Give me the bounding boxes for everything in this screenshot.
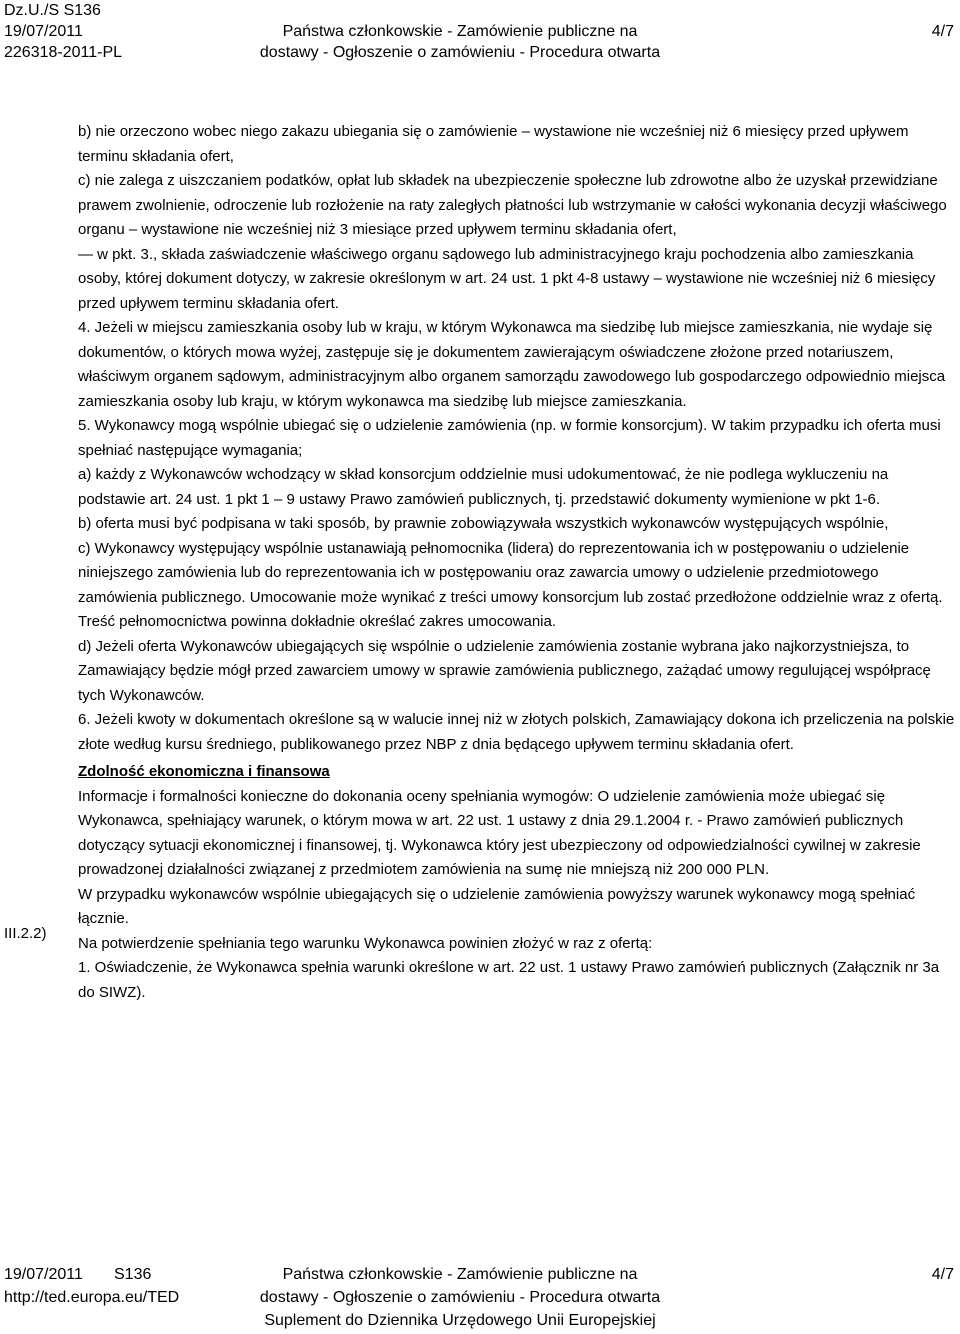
header-center: [180, 0, 740, 63]
paragraph: b) nie orzeczono wobec niego zakazu ubiegania się o zamówienie – wystawione nie wcześniej niż 6 miesięcy przed upływem terminu składania ofert,: [78, 123, 909, 165]
section-paragraph: Informacje i formalności konieczne do dokonania oceny spełniania wymogów: O udzielenie zamówienia może ubiegać się Wykonawca, spełniający warunek, o którym mowa w art. 22 ust. 1 ustawy z dnia 29.1.2004 r. - Prawo zamówień publicznych dotyczący sytuacji ekonomicznej i finansowej, tj. Wykonawca który jest ubezpieczony od odpowiedzialności cywilnej w zakresie prowadzonej działalności związanej z przedmiotem zamówienia na sumę nie mniejszą niż 200 000 PLN.: [78, 787, 921, 878]
footer-title-line2: dostawy - Ogłoszenie o zamówieniu - Procedura otwarta: [259, 1289, 661, 1306]
section-heading: Zdolność ekonomiczna i finansowa: [78, 763, 330, 780]
section-label: III.2.2): [4, 925, 47, 942]
footer-journal: S136: [114, 1266, 152, 1283]
header-title-line2: dostawy - Ogłoszenie o zamówieniu - Procedura otwarta: [259, 44, 661, 61]
page-footer: [0, 1263, 960, 1334]
paragraph: 5. Wykonawcy mogą wspólnie ubiegać się o udzielenie zamówienia (np. w formie konsorcjum). W takim przypadku ich oferta musi spełniać następujące wymagania;: [78, 417, 941, 459]
footer-center: [180, 1263, 740, 1332]
footer-url[interactable]: http://ted.europa.eu/TED: [4, 1289, 180, 1306]
paragraph: 4. Jeżeli w miejscu zamieszkania osoby lub w kraju, w którym Wykonawca ma siedzibę lub miejsce zamieszkania, nie wydaje się dokumentów, o których mowa wyżej, zastępuje się je dokumentem zawierającym oświadczene złożone przed notariuszem, właściwym organem sądowym, administracyjnym albo organem samorządu zawodowego lub gospodarczego odpowiednio miejsca zamieszkania osoby lub kraju, w którym wykonawca ma siedzibę lub miejsce zamieszkania.: [78, 319, 946, 410]
paragraph: b) oferta musi być podpisana w taki sposób, by prawnie zobowiązywała wszystkich wykonawców występujących wspólnie,: [78, 515, 889, 532]
header-title-line1: Państwa członkowskie - Zamówienie publiczne na: [282, 23, 638, 40]
section-paragraph: 1. Oświadczenie, że Wykonawca spełnia warunki określone w art. 22 ust. 1 ustawy Prawo zamówień publicznych (Załącznik nr 3a do SIWZ).: [78, 959, 940, 1001]
paragraph: c) Wykonawcy występujący wspólnie ustanawiają pełnomocnika (lidera) do reprezentowania ich w postępowaniu o udzielenie niniejszego zamówienia lub do reprezentowania ich w postępowaniu oraz zawarcia umowy o udzielenie przedmiotowego zamówienia publicznego. Umocowanie może wynikać z treści umowy konsorcjum lub zostać przedłożone oddzielnie wraz z ofertą.: [78, 539, 943, 606]
publication-date: 19/07/2011: [4, 23, 83, 40]
footer-page-number: 4/7: [931, 1266, 954, 1283]
section-paragraph: Na potwierdzenie spełniania tego warunku Wykonawca powinien złożyć w raz z ofertą:: [78, 934, 653, 952]
footer-title-line3: Suplement do Dziennika Urzędowego Unii Europejskiej: [264, 1312, 656, 1329]
paragraph: Treść pełnomocnictwa powinna dokładnie określać zakres umocowania.: [78, 613, 557, 630]
main-content: [78, 120, 958, 1005]
footer-date: 19/07/2011: [4, 1266, 83, 1283]
footer-title-line1: Państwa członkowskie - Zamówienie publiczne na: [282, 1266, 638, 1283]
page-header: [0, 0, 960, 70]
header-left: [4, 0, 122, 63]
section-paragraph: W przypadku wykonawców wspólnie ubiegających się o udzielenie zamówienia powyższy warunek wykonawcy mogą spełniać łącznie.: [78, 885, 916, 927]
paragraph: c) nie zalega z uiszczaniem podatków, opłat lub składek na ubezpieczenie społeczne lub zdrowotne albo że uzyskał przewidziane prawem zwolnienie, odroczenie lub rozłożenie na raty zaległych płatności lub wstrzymanie w całości wykonania decyzji właściwego organu – wystawione nie wcześniej niż 3 miesiące przed upływem terminu składania ofert,: [78, 172, 947, 238]
document-id: 226318-2011-PL: [4, 44, 123, 61]
paragraph: d) Jeżeli oferta Wykonawców ubiegających się wspólnie o udzielenie zamówienia zostanie wybrana jako najkorzystniejsza, to Zamawiający będzie mógł przed zawarciem umowy w sprawie zamówienia publicznego, zażądać umowy regulującej współpracę tych Wykonawców.: [78, 637, 931, 704]
paragraph: 6. Jeżeli kwoty w dokumentach określone są w walucie innej niż w złotych polskich, Zamawiający dokona ich przeliczenia na polskie złote według kursu średniego, publikowanego przez NBP z dnia będącego upływem terminu składania ofert.: [78, 711, 955, 753]
journal-ref: Dz.U./S S136: [4, 2, 101, 19]
page-number: 4/7: [931, 23, 954, 40]
footer-left: [4, 1263, 179, 1309]
paragraph: — w pkt. 3., składa zaświadczenie właściwego organu sądowego lub administracyjnego kraju pochodzenia albo zamieszkania osoby, której dokument dotyczy, w zakresie określonym w art. 24 ust. 1 pkt 4-8 ustawy – wystawione nie wcześniej niż 6 miesięcy przed upływem terminu składania ofert.: [78, 245, 936, 312]
paragraph: a) każdy z Wykonawców wchodzący w skład konsorcjum oddzielnie musi udokumentować, że nie podlega wykluczeniu na podstawie art. 24 ust. 1 pkt 1 – 9 ustawy Prawo zamówień publicznych, tj. przedstawić dokumenty wymienione w pkt 1-6.: [78, 466, 889, 508]
